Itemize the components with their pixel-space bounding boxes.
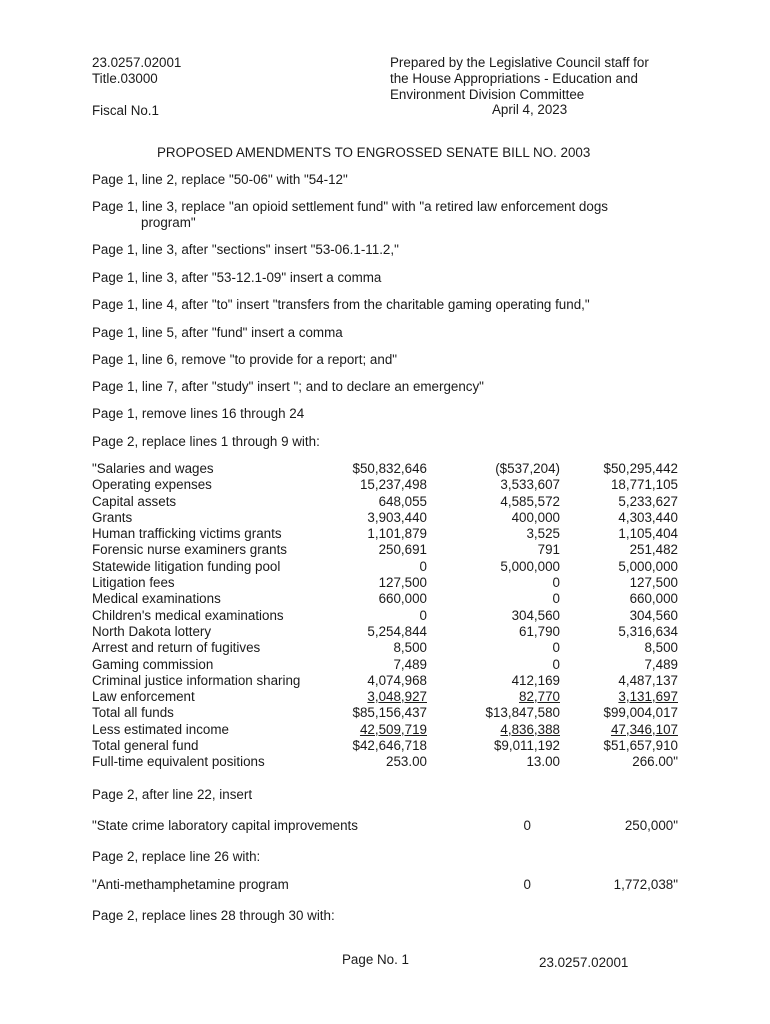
- table-row: [92, 591, 678, 607]
- base-amount: [339, 722, 427, 738]
- change-amount: [427, 591, 560, 607]
- change-amount-text: 0: [552, 640, 560, 656]
- total-amount: [560, 705, 678, 721]
- change-amount-text: 61,790: [519, 623, 560, 639]
- base-amount-text: 253.00: [386, 754, 427, 770]
- row-label: [92, 591, 339, 607]
- change-amount-text: ($537,204): [495, 461, 560, 476]
- base-amount: [339, 461, 427, 477]
- base-amount: [339, 624, 427, 640]
- table-row: [92, 722, 678, 738]
- row-label-text: Capital assets: [92, 493, 177, 509]
- base-amount-text: 5,254,844: [367, 623, 427, 639]
- row-value: 250,000": [624, 818, 678, 833]
- row-label-text: Less estimated income: [92, 721, 229, 737]
- change-amount: [427, 738, 560, 754]
- row-label: "Anti-methamphetamine program: [92, 877, 289, 892]
- instruction: Page 1, line 7, after "study" insert "; and to declare an emergency": [92, 379, 484, 394]
- total-amount: [560, 510, 678, 526]
- total-amount: [560, 559, 678, 575]
- total-amount: [560, 575, 678, 591]
- base-amount: [339, 689, 427, 705]
- instruction: Page 1, line 5, after "fund" insert a comma: [92, 325, 343, 340]
- change-amount: [427, 477, 560, 493]
- row-label-text: Total all funds: [92, 705, 174, 721]
- row-label-text: Arrest and return of fugitives: [92, 640, 261, 656]
- row-label-text: Litigation fees: [92, 575, 175, 591]
- base-amount: [339, 494, 427, 510]
- base-amount-text: 648,055: [378, 493, 427, 509]
- row-label-text: Full-time equivalent positions: [92, 754, 265, 770]
- row-value: 0: [523, 877, 531, 892]
- total-amount-text: 1,105,404: [618, 526, 678, 542]
- base-amount-text: 7,489: [393, 656, 427, 672]
- change-amount-text: 0: [552, 656, 560, 672]
- change-amount: [427, 510, 560, 526]
- instruction-continuation: program": [141, 215, 196, 230]
- row-label: [92, 526, 339, 542]
- total-amount: [560, 640, 678, 656]
- total-amount-text: $51,657,910: [603, 738, 678, 754]
- total-amount: [560, 673, 678, 689]
- row-label-text: Total general fund: [92, 738, 199, 754]
- change-amount: [427, 689, 560, 705]
- change-amount: [427, 542, 560, 558]
- row-label-text: Operating expenses: [92, 477, 212, 493]
- change-amount: [427, 526, 560, 542]
- change-amount: [427, 657, 560, 673]
- base-amount-text: 8,500: [393, 640, 427, 656]
- row-label: [92, 689, 339, 705]
- row-label-text: Medical examinations: [92, 591, 221, 607]
- table-row: [92, 640, 678, 656]
- change-amount-text: 0: [552, 591, 560, 607]
- header-left: [92, 55, 181, 119]
- instruction: Page 2, replace line 26 with:: [92, 849, 261, 864]
- table-row: [92, 738, 678, 754]
- prepared-line-1: Prepared by the Legislative Council staff for: [390, 55, 649, 70]
- base-amount-text: 4,074,968: [367, 672, 427, 688]
- total-amount: [560, 608, 678, 624]
- instruction: Page 1, line 4, after "to" insert "transfers from the charitable gaming operating fund,": [92, 297, 590, 312]
- instruction: Page 1, line 2, replace "50-06" with "54-12": [92, 172, 348, 187]
- change-amount: [427, 754, 560, 770]
- total-amount-text: 660,000: [629, 591, 678, 607]
- total-amount: [560, 494, 678, 510]
- base-amount-text: 660,000: [378, 591, 427, 607]
- change-amount-text: 304,560: [511, 607, 560, 623]
- change-amount-text: 3,525: [526, 526, 560, 542]
- table-row: [92, 624, 678, 640]
- row-label: [92, 510, 339, 526]
- title-number: Title.03000: [92, 71, 158, 86]
- table-row: [92, 510, 678, 526]
- base-amount-text: 3,048,927: [367, 689, 427, 705]
- fiscal-number: Fiscal No.1: [92, 103, 159, 118]
- row-label: [92, 754, 339, 770]
- budget-table-body: [92, 461, 678, 771]
- instruction: Page 2, replace lines 1 through 9 with:: [92, 434, 320, 449]
- total-amount: [560, 738, 678, 754]
- row-label-text: Criminal justice information sharing: [92, 672, 301, 688]
- change-amount: [427, 624, 560, 640]
- table-row: [92, 526, 678, 542]
- base-amount-text: $42,646,718: [352, 738, 427, 754]
- row-value: 0: [523, 818, 531, 833]
- total-amount-text: 304,560: [629, 607, 678, 623]
- total-amount-text: 47,346,107: [610, 721, 678, 737]
- doc-number: 23.0257.02001: [92, 55, 182, 70]
- base-amount: [339, 705, 427, 721]
- change-amount-text: 13.00: [526, 754, 560, 770]
- change-amount: [427, 640, 560, 656]
- change-amount-text: 791: [537, 542, 560, 558]
- row-label: [92, 673, 339, 689]
- budget-table: [92, 461, 678, 771]
- total-amount-text: 266.00": [632, 754, 678, 770]
- change-amount: [427, 461, 560, 477]
- row-label: [92, 624, 339, 640]
- total-amount-text: 8,500: [644, 640, 678, 656]
- change-amount-text: 3,533,607: [500, 477, 560, 493]
- row-label: [92, 657, 339, 673]
- row-label-text: Gaming commission: [92, 656, 214, 672]
- total-amount: [560, 657, 678, 673]
- table-row: [92, 461, 678, 477]
- row-label-text: Forensic nurse examiners grants: [92, 542, 287, 558]
- change-amount: [427, 559, 560, 575]
- change-amount-text: 4,836,388: [500, 721, 560, 737]
- change-amount-text: 82,770: [519, 689, 560, 705]
- total-amount: [560, 526, 678, 542]
- table-row: [92, 575, 678, 591]
- table-row: [92, 705, 678, 721]
- base-amount-text: 15,237,498: [359, 477, 427, 493]
- base-amount: [339, 477, 427, 493]
- row-label: [92, 738, 339, 754]
- row-label-text: Human trafficking victims grants: [92, 526, 282, 542]
- blank-line: [92, 87, 181, 103]
- change-amount: [427, 673, 560, 689]
- row-label-text: Law enforcement: [92, 689, 195, 705]
- instruction: Page 1, line 3, replace "an opioid settlement fund" with "a retired law enforcement dogs: [92, 199, 608, 214]
- total-amount-text: 3,131,697: [618, 689, 678, 705]
- change-amount-text: 0: [552, 575, 560, 591]
- change-amount-text: 400,000: [511, 509, 560, 525]
- base-amount: [339, 657, 427, 673]
- change-amount-text: $13,847,580: [485, 705, 560, 721]
- total-amount-text: 4,303,440: [618, 509, 678, 525]
- base-amount: [339, 542, 427, 558]
- total-amount-text: $50,295,442: [603, 461, 678, 476]
- instruction: Page 1, line 6, remove "to provide for a report; and": [92, 352, 398, 367]
- change-amount: [427, 705, 560, 721]
- table-row: [92, 477, 678, 493]
- total-amount-text: 5,233,627: [618, 493, 678, 509]
- base-amount-text: 3,903,440: [367, 509, 427, 525]
- total-amount: [560, 461, 678, 477]
- table-row: [92, 559, 678, 575]
- base-amount: [339, 591, 427, 607]
- row-label: [92, 559, 339, 575]
- total-amount: [560, 591, 678, 607]
- change-amount: [427, 494, 560, 510]
- total-amount: [560, 624, 678, 640]
- instruction: Page 2, replace lines 28 through 30 with:: [92, 908, 335, 923]
- row-label: [92, 494, 339, 510]
- base-amount-text: $50,832,646: [352, 461, 427, 476]
- row-label-text: Grants: [92, 509, 133, 525]
- table-row: [92, 689, 678, 705]
- change-amount: [427, 608, 560, 624]
- base-amount: [339, 608, 427, 624]
- table-row: [92, 494, 678, 510]
- base-amount-text: 42,509,719: [359, 721, 427, 737]
- total-amount-text: 251,482: [629, 542, 678, 558]
- row-label: "State crime laboratory capital improvements: [92, 818, 358, 833]
- total-amount: [560, 722, 678, 738]
- base-amount: [339, 673, 427, 689]
- prepared-line-2: the House Appropriations - Education and: [390, 71, 638, 86]
- row-label: [92, 640, 339, 656]
- total-amount-text: $99,004,017: [603, 705, 678, 721]
- base-amount-text: 250,691: [378, 542, 427, 558]
- table-row: [92, 673, 678, 689]
- change-amount-text: 4,585,572: [500, 493, 560, 509]
- base-amount: [339, 510, 427, 526]
- row-label: [92, 542, 339, 558]
- row-label: [92, 477, 339, 493]
- table-row: [92, 608, 678, 624]
- row-label: [92, 722, 339, 738]
- change-amount-text: $9,011,192: [493, 738, 560, 754]
- table-row: [92, 542, 678, 558]
- date: April 4, 2023: [492, 102, 568, 117]
- total-amount-text: 4,487,137: [618, 672, 678, 688]
- row-label: [92, 705, 339, 721]
- row-label-text: Children's medical examinations: [92, 607, 284, 623]
- row-label-text: North Dakota lottery: [92, 623, 212, 639]
- instruction: Page 1, line 3, after "sections" insert "53-06.1-11.2,": [92, 242, 399, 257]
- change-amount: [427, 722, 560, 738]
- row-label: [92, 575, 339, 591]
- total-amount: [560, 689, 678, 705]
- change-amount: [427, 575, 560, 591]
- total-amount-text: 7,489: [644, 656, 678, 672]
- table-row: [92, 754, 678, 770]
- total-amount: [560, 477, 678, 493]
- page-number: Page No. 1: [342, 952, 409, 967]
- total-amount-text: 5,000,000: [618, 558, 678, 574]
- header-right: [390, 55, 649, 103]
- base-amount-text: 127,500: [378, 575, 427, 591]
- total-amount-text: 127,500: [629, 575, 678, 591]
- change-amount-text: 5,000,000: [500, 558, 560, 574]
- prepared-line-3: Environment Division Committee: [390, 87, 585, 102]
- row-label-text: Statewide litigation funding pool: [92, 558, 281, 574]
- table-row: [92, 657, 678, 673]
- total-amount: [560, 542, 678, 558]
- row-label: [92, 461, 339, 477]
- base-amount-text: 0: [419, 607, 427, 623]
- base-amount: [339, 575, 427, 591]
- row-label: [92, 608, 339, 624]
- document-title: PROPOSED AMENDMENTS TO ENGROSSED SENATE BILL NO. 2003: [157, 145, 591, 160]
- base-amount: [339, 526, 427, 542]
- base-amount-text: 1,101,879: [367, 526, 427, 542]
- base-amount: [339, 738, 427, 754]
- footer-doc-number: 23.0257.02001: [539, 955, 629, 970]
- base-amount: [339, 754, 427, 770]
- total-amount: [560, 754, 678, 770]
- total-amount-text: 5,316,634: [618, 623, 678, 639]
- base-amount-text: $85,156,437: [352, 705, 427, 721]
- row-value: 1,772,038": [613, 877, 678, 892]
- row-label-text: "Salaries and wages: [92, 461, 214, 476]
- total-amount-text: 18,771,105: [610, 477, 678, 493]
- instruction: Page 1, remove lines 16 through 24: [92, 406, 305, 421]
- instruction: Page 2, after line 22, insert: [92, 787, 253, 802]
- instruction: Page 1, line 3, after "53-12.1-09" insert a comma: [92, 270, 382, 285]
- base-amount: [339, 559, 427, 575]
- change-amount-text: 412,169: [511, 672, 560, 688]
- base-amount-text: 0: [419, 558, 427, 574]
- base-amount: [339, 640, 427, 656]
